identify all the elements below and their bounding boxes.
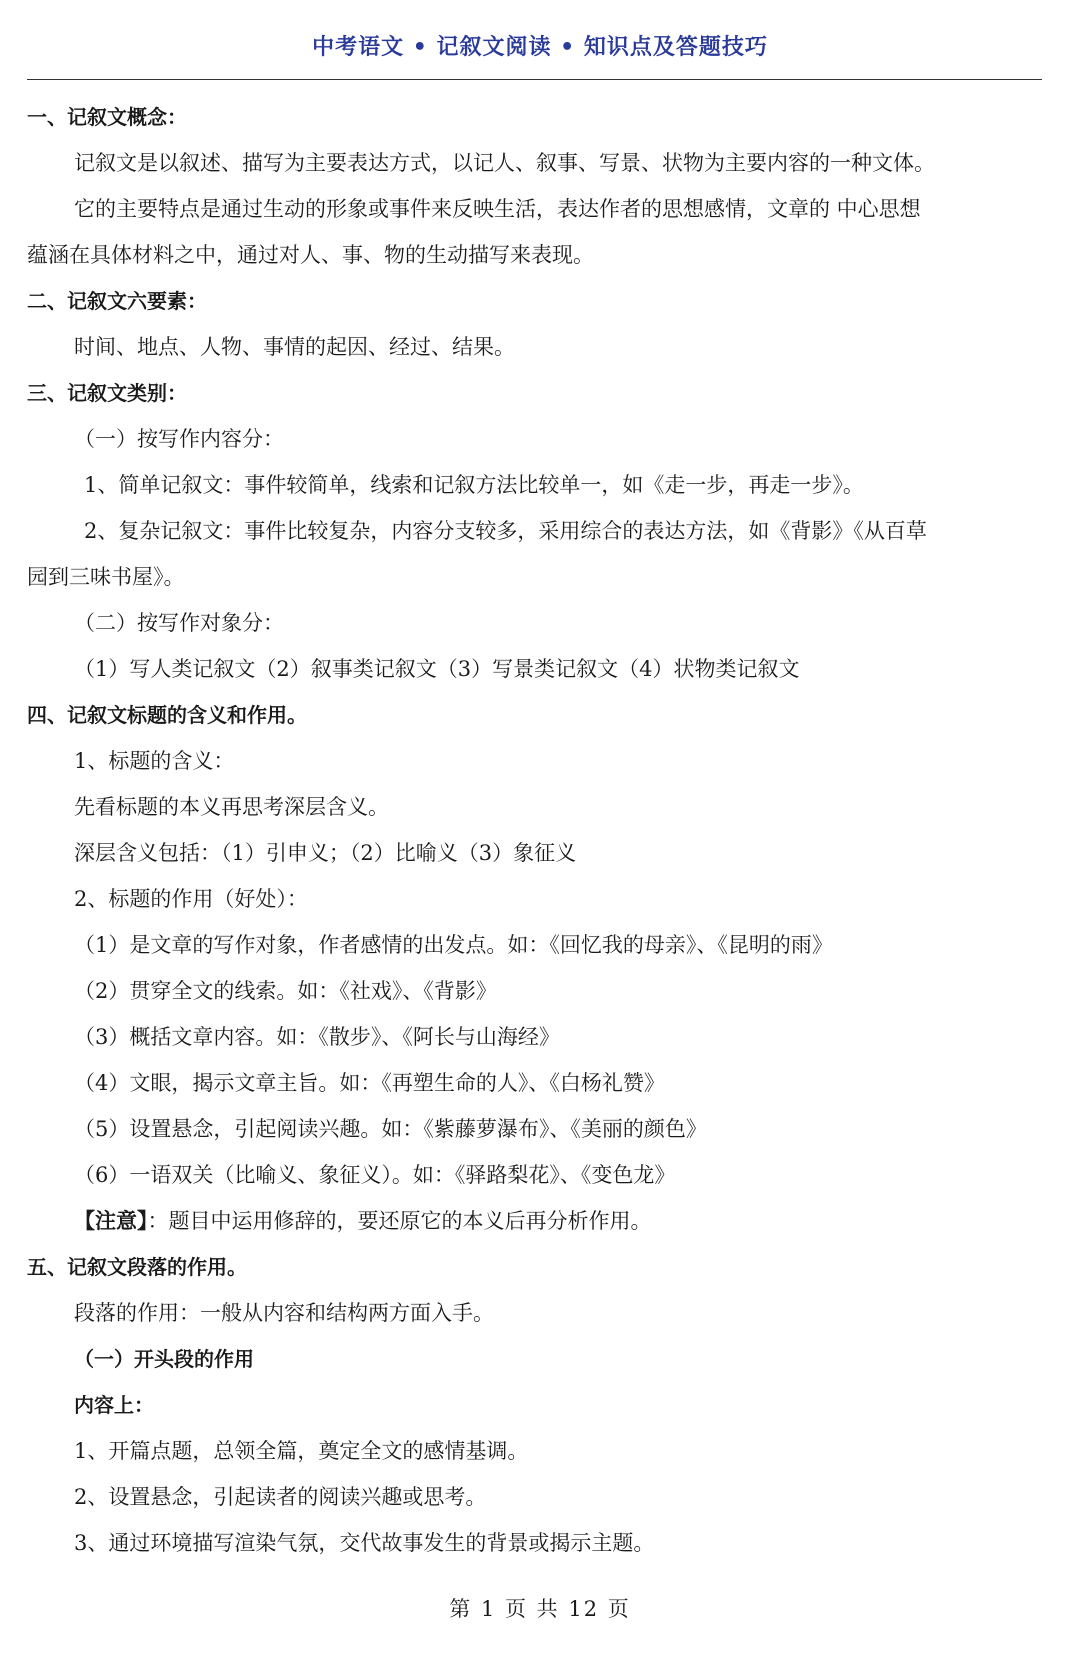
section-5-content-label: 内容上：	[74, 1393, 154, 1417]
document-body	[27, 94, 1047, 1566]
section-5-paragraph-1: 段落的作用：一般从内容和结构两方面入手。	[74, 1301, 494, 1325]
page-number: 第 1 页 共 12 页	[449, 1597, 631, 1621]
section-4-role-label: 2、标题的作用（好处）：	[74, 887, 308, 911]
section-4-meaning-label: 1、标题的含义：	[74, 749, 235, 773]
section-1-paragraph-1: 记叙文是以叙述、描写为主要表达方式，以记人、叙事、写景、状物为主要内容的一种文体。	[74, 151, 935, 175]
section-4-role-item: （1）是文章的写作对象，作者感情的出发点。如：《回忆我的母亲》、《昆明的雨》	[74, 933, 833, 957]
section-4-role-item: （3）概括文章内容。如：《散步》、《阿长与山海经》	[74, 1025, 560, 1049]
section-4-meaning-paragraph-2: 深层含义包括：（1）引申义；（2）比喻义（3）象征义	[74, 841, 577, 865]
section-3-item-2: 2、复杂记叙文：事件比较复杂，内容分支较多，采用综合的表达方法，如《背影》《从百草	[84, 519, 927, 543]
section-4-role-item: （4）文眼，揭示文章主旨。如：《再塑生命的人》、《白杨礼赞》	[74, 1071, 665, 1095]
section-5-heading: 五、记叙文段落的作用。	[27, 1255, 247, 1279]
section-1-paragraph-2: 它的主要特点是通过生动的形象或事件来反映生活，表达作者的思想感情，文章的 中心思想	[74, 197, 921, 221]
section-2-paragraph-1: 时间、地点、人物、事情的起因、经过、结果。	[74, 335, 515, 359]
section-5-item: 1、开篇点题，总领全篇，奠定全文的感情基调。	[74, 1439, 529, 1463]
section-3-types: （1）写人类记叙文（2）叙事类记叙文（3）写景类记叙文（4）状物类记叙文	[74, 657, 800, 681]
note-text: ：题目中运用修辞的，要还原它的本义后再分析作用。	[147, 1209, 652, 1233]
section-4-role-item: （2）贯穿全文的线索。如：《社戏》、《背影》	[74, 979, 497, 1003]
section-5-subheading-1: （一）开头段的作用	[74, 1347, 254, 1371]
section-3-item-2-cont: 园到三味书屋》。	[27, 565, 185, 589]
section-4-heading: 四、记叙文标题的含义和作用。	[27, 703, 307, 727]
section-1-paragraph-2-cont: 蕴涵在具体材料之中，通过对人、事、物的生动描写来表现。	[27, 243, 594, 267]
section-4-role-item: （5）设置悬念，引起阅读兴趣。如：《紫藤萝瀑布》、《美丽的颜色》	[74, 1117, 707, 1141]
note-label: 【注意】	[74, 1209, 148, 1233]
section-4-note	[27, 1198, 1047, 1244]
section-1-heading: 一、记叙文概念：	[27, 105, 187, 129]
page-title: 中考语文 • 记叙文阅读 • 知识点及答题技巧	[312, 35, 768, 60]
section-3-heading: 三、记叙文类别：	[27, 381, 187, 405]
section-4-role-item: （6）一语双关（比喻义、象征义）。如：《驿路梨花》、《变色龙》	[74, 1163, 676, 1187]
section-5-item: 3、通过环境描写渲染气氛，交代故事发生的背景或揭示主题。	[74, 1531, 655, 1555]
section-3-subheading-1: （一）按写作内容分：	[74, 427, 284, 451]
section-5-item: 2、设置悬念，引起读者的阅读兴趣或思考。	[74, 1485, 487, 1509]
section-4-meaning-paragraph-1: 先看标题的本义再思考深层含义。	[74, 795, 389, 819]
section-3-item-1: 1、简单记叙文：事件较简单，线索和记叙方法比较单一，如《走一步，再走一步》。	[84, 473, 864, 497]
header-divider	[27, 79, 1042, 80]
section-2-heading: 二、记叙文六要素：	[27, 289, 207, 313]
section-3-subheading-2: （二）按写作对象分：	[74, 611, 284, 635]
